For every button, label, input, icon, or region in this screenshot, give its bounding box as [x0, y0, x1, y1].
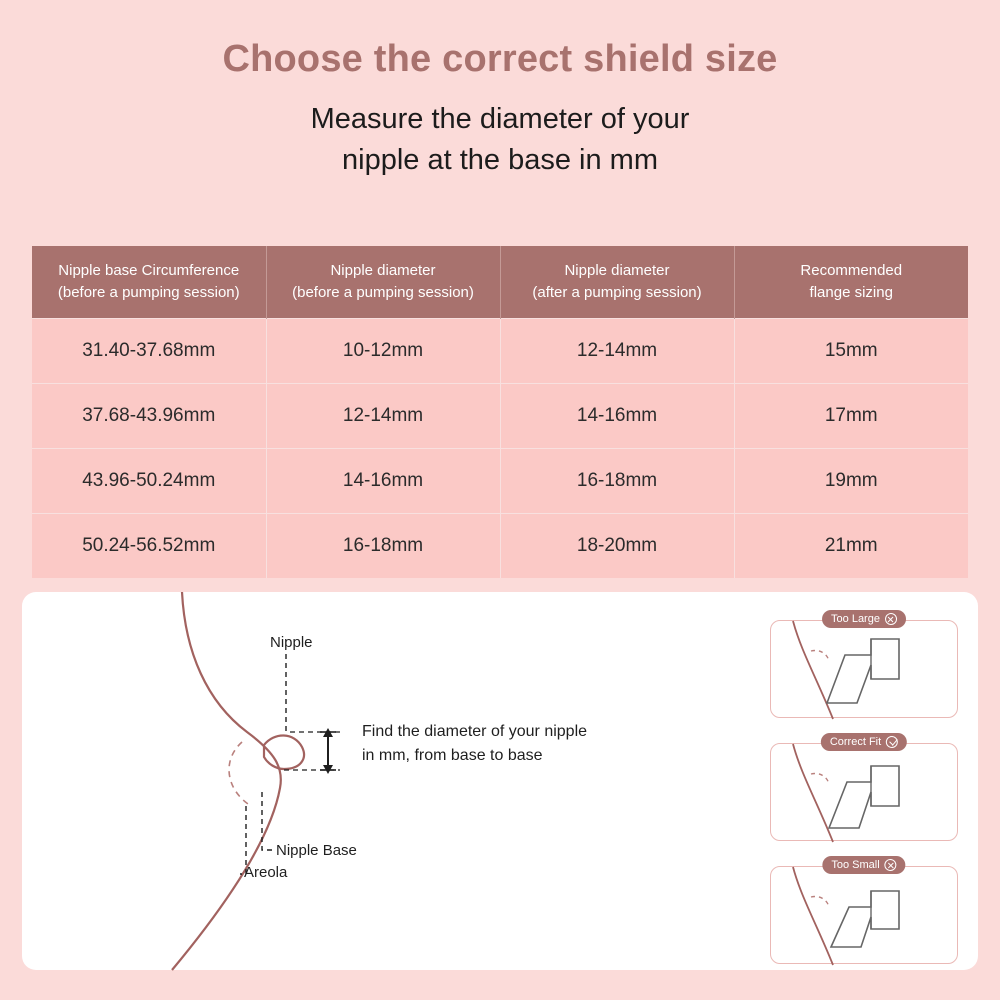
label-nipple: Nipple: [270, 634, 313, 651]
fit-card-too-large: [770, 613, 958, 718]
table-cell: 14-16mm: [500, 383, 734, 448]
table-header-cell-0: [32, 246, 266, 318]
fit-card-label: Correct Fit: [829, 736, 882, 748]
fit-card-label: Too Large: [831, 613, 880, 625]
status-badge-correct-fit: [821, 733, 907, 751]
header-line-2: (before a pumping session): [292, 283, 474, 301]
table-row: [32, 513, 968, 578]
status-badge-too-small: [822, 856, 905, 874]
instruction-text: [362, 720, 642, 768]
table-cell: 10-12mm: [266, 318, 500, 383]
table-header-row: [32, 246, 968, 318]
table-header-cell-2: [500, 246, 734, 318]
fit-card-label: Too Small: [831, 859, 880, 871]
table-cell: 18-20mm: [500, 513, 734, 578]
breast-anatomy-illustration: [22, 592, 682, 970]
header-line-2: (before a pumping session): [57, 283, 240, 301]
status-badge-too-large: [822, 610, 906, 628]
flange-correct-fit-illustration: [771, 744, 959, 842]
table-row: [32, 448, 968, 513]
table-cell: 15mm: [734, 318, 968, 383]
page-subtitle: [0, 99, 1000, 181]
fit-card-too-small: [770, 859, 958, 964]
instruction-line-2: in mm, from base to base: [362, 747, 543, 764]
page-title: Choose the correct shield size: [222, 38, 778, 80]
table-cell: 50.24-56.52mm: [32, 513, 266, 578]
header-line-1: Nipple base Circumference: [58, 262, 240, 279]
subtitle-line-2: nipple at the base in mm: [342, 144, 658, 177]
header-line-1: Nipple diameter: [564, 262, 670, 279]
x-circle-icon: [885, 613, 897, 625]
table-cell: 37.68-43.96mm: [32, 383, 266, 448]
table-cell: 31.40-37.68mm: [32, 318, 266, 383]
table-cell: 43.96-50.24mm: [32, 448, 266, 513]
table-row: [32, 318, 968, 383]
x-circle-icon: [885, 859, 897, 871]
table-row: [32, 383, 968, 448]
flange-too-small-illustration: [771, 867, 959, 965]
size-chart-table-container: [32, 246, 968, 578]
table-cell: 12-14mm: [266, 383, 500, 448]
table-cell: 17mm: [734, 383, 968, 448]
table-cell: 16-18mm: [500, 448, 734, 513]
table-cell: 19mm: [734, 448, 968, 513]
table-header-cell-1: [266, 246, 500, 318]
table-cell: 21mm: [734, 513, 968, 578]
header-line-2: (after a pumping session): [532, 283, 702, 301]
check-circle-icon: [886, 736, 898, 748]
fit-examples-group: [770, 613, 958, 989]
instruction-line-1: Find the diameter of your nipple: [362, 723, 588, 740]
flange-too-large-illustration: [771, 621, 959, 719]
label-nipple-base: Nipple Base: [276, 842, 357, 859]
diagram-panel: [22, 592, 978, 970]
header-line-2: flange sizing: [809, 283, 893, 301]
subtitle-line-1: Measure the diameter of your: [310, 103, 690, 135]
header-line-1: Nipple diameter: [330, 262, 436, 279]
size-chart-table: [32, 246, 968, 578]
label-areola: Areola: [244, 864, 288, 881]
fit-card-correct-fit: [770, 736, 958, 841]
table-cell: 14-16mm: [266, 448, 500, 513]
table-header-cell-3: [734, 246, 968, 318]
header-line-1: Recommended: [800, 262, 903, 279]
table-cell: 12-14mm: [500, 318, 734, 383]
table-cell: 16-18mm: [266, 513, 500, 578]
